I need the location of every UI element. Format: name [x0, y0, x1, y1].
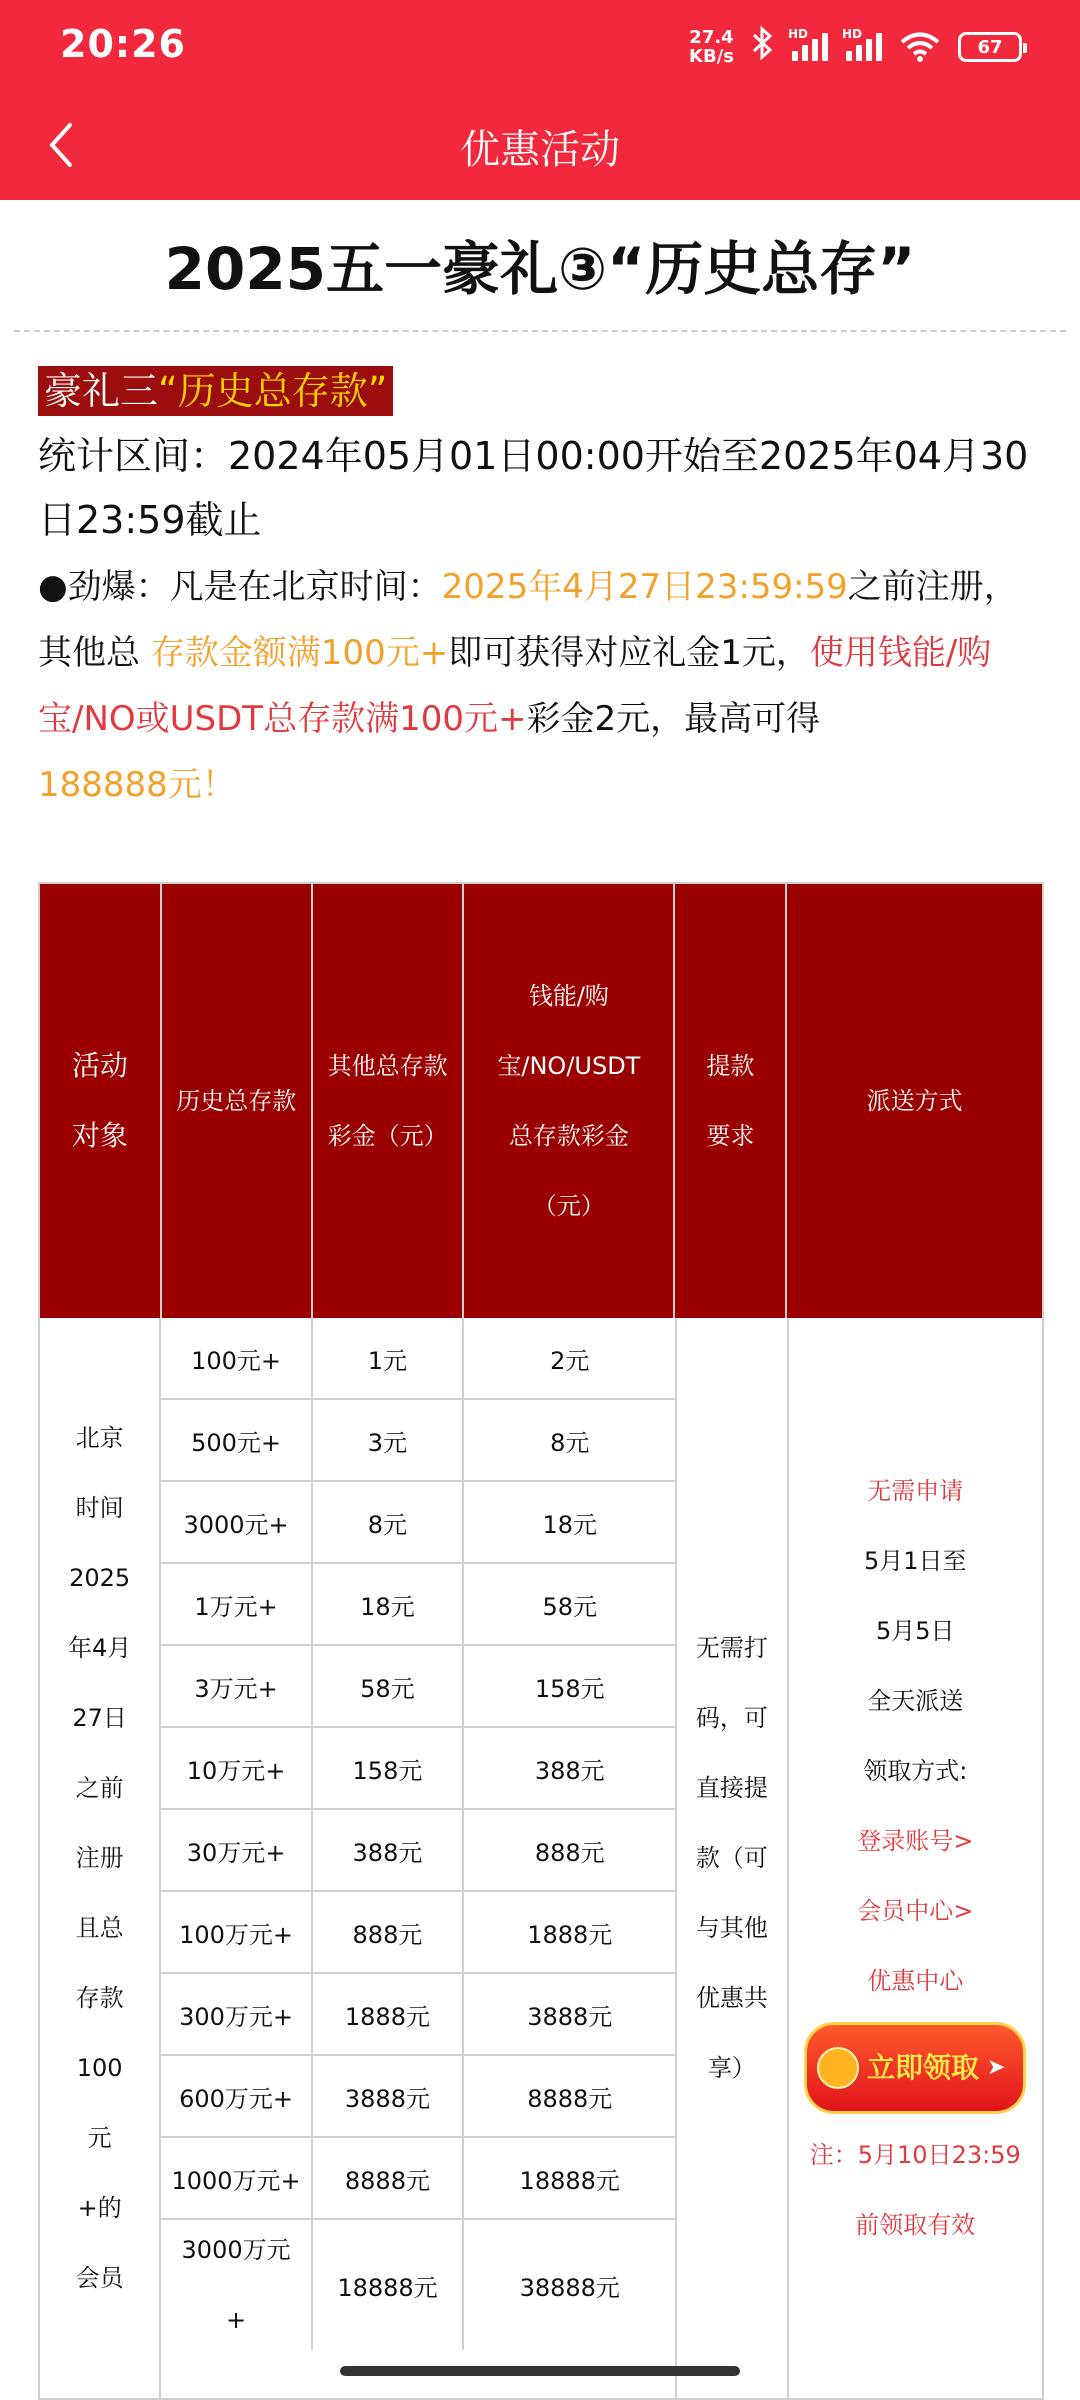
- th-history-deposit: 历史总存款: [162, 884, 313, 1318]
- table-row: [161, 1810, 675, 1892]
- page-title: 优惠活动: [460, 127, 620, 173]
- signal-icon-2: [842, 27, 882, 61]
- wallet-bonus-cell: 18888元: [519, 2166, 620, 2195]
- divider: [14, 330, 1066, 332]
- wallet-bonus-cell: 158元: [534, 1674, 605, 1703]
- table-row: [161, 1400, 675, 1482]
- deposit-cell: 300万元+: [161, 1974, 312, 2054]
- table-row: [161, 1728, 675, 1810]
- other-bonus-cell: 158元: [313, 1728, 464, 1808]
- mascot-icon: [817, 2047, 859, 2089]
- other-bonus-cell: 888元: [313, 1892, 464, 1972]
- table-row: [161, 1892, 675, 1974]
- table-row: [161, 2138, 675, 2220]
- rule-max: 188888元！: [38, 765, 236, 805]
- deposit-cell: 10万元+: [161, 1728, 312, 1808]
- claim-now-button[interactable]: [804, 2022, 1026, 2114]
- other-bonus-cell: 18元: [313, 1564, 464, 1644]
- cursor-icon: ➤: [987, 2055, 1006, 2080]
- claim-button-label: 立即领取: [867, 2051, 980, 2084]
- promo-description: [38, 366, 1048, 818]
- wallet-bonus-cell: 888元: [534, 1838, 605, 1867]
- th-target: 活动对象: [40, 884, 162, 1318]
- app-header: [0, 0, 1080, 200]
- delivery-all-day: 全天派送: [867, 1687, 964, 1715]
- table-row: [161, 1564, 675, 1646]
- deposit-cell: 500元+: [161, 1400, 312, 1480]
- delivery-date-end: 5月5日: [875, 1617, 955, 1645]
- other-bonus-cell: 8888元: [313, 2138, 464, 2218]
- delivery-date-start: 5月1日至: [863, 1547, 967, 1575]
- speed-unit: KB/s: [689, 46, 734, 67]
- rule-text: 之前注册，其他总: [38, 567, 1018, 673]
- bonus-table: [38, 882, 1044, 2400]
- other-bonus-cell: 18888元: [313, 2220, 464, 2350]
- deposit-cell: 3万元+: [161, 1646, 312, 1726]
- table-row: [161, 2056, 675, 2138]
- deposit-cell: 30万元+: [161, 1810, 312, 1890]
- promo-label: [38, 366, 393, 416]
- delivery-cell: [789, 1318, 1042, 2398]
- table-row: [161, 1482, 675, 1564]
- deposit-cell: 1000万元+: [161, 2138, 312, 2218]
- delivery-no-apply: 无需申请: [867, 1477, 964, 1505]
- rule-text: 彩金2元，最高可得: [526, 699, 821, 739]
- amount-rows: [161, 1318, 677, 2398]
- deposit-cell: 100元+: [161, 1318, 312, 1398]
- claim-method-label: 领取方式:: [863, 1757, 968, 1785]
- rule-min-deposit: 存款金额满100元+: [150, 633, 449, 673]
- wallet-bonus-cell: 18元: [542, 1510, 597, 1539]
- other-bonus-cell: 3888元: [313, 2056, 464, 2136]
- wallet-bonus-cell: 58元: [542, 1592, 597, 1621]
- rule-wallet: 使用钱能/购宝/NO或USDT总存款满100元+: [38, 633, 992, 739]
- status-icons: [689, 22, 1022, 72]
- table-row: [161, 1646, 675, 1728]
- wallet-bonus-cell: 388元: [534, 1756, 605, 1785]
- signal-icon: [788, 27, 828, 61]
- deposit-cell: 100万元+: [161, 1892, 312, 1972]
- stat-period: 统计区间：2024年05月01日00:00开始至2025年04月30日23:59截止: [38, 434, 1029, 542]
- promo-rules: [38, 554, 1048, 818]
- battery-level: 67: [977, 36, 1003, 58]
- wallet-bonus-cell: 8元: [550, 1428, 590, 1457]
- wallet-bonus-cell: 2元: [550, 1346, 590, 1375]
- deposit-cell: 3000元+: [161, 1482, 312, 1562]
- hd-label: HD: [788, 27, 809, 41]
- claim-step-promo-center: 优惠中心: [867, 1967, 964, 1995]
- wallet-bonus-cell: 8888元: [527, 2084, 613, 2113]
- network-speed: [689, 28, 734, 66]
- withdraw-cell: 无需打码，可直接提款（可与其他优惠共享）: [677, 1318, 788, 2398]
- th-delivery: 派送方式: [866, 1087, 963, 1115]
- table-row: [161, 1318, 675, 1400]
- th-other-bonus: 其他总存款彩金（元）: [313, 884, 464, 1318]
- deposit-cell: 1万元+: [161, 1564, 312, 1644]
- other-bonus-cell: 388元: [313, 1810, 464, 1890]
- th-withdraw: 提款要求: [675, 884, 787, 1318]
- claim-step-login: 登录账号>: [857, 1827, 974, 1855]
- table-row: [161, 1974, 675, 2056]
- label-prefix: 豪礼三: [44, 369, 159, 413]
- label-highlight: “历史总存款”: [158, 369, 388, 413]
- other-bonus-cell: 1元: [313, 1318, 464, 1398]
- other-bonus-cell: 3元: [313, 1400, 464, 1480]
- battery-icon: [958, 32, 1022, 62]
- other-bonus-cell: 8元: [313, 1482, 464, 1562]
- rule-text: 即可获得对应礼金1元，: [448, 633, 810, 673]
- other-bonus-cell: 58元: [313, 1646, 464, 1726]
- rule-date: 2025年4月27日23:59:59: [441, 567, 848, 607]
- th-wallet-bonus: 钱能/购宝/NO/USDT总存款彩金（元）: [464, 884, 675, 1318]
- promo-heading: 2025五一豪礼③“历史总存”: [164, 235, 916, 303]
- deposit-cell: 3000万元+: [161, 2220, 313, 2350]
- target-cell: 北京时间2025年4月27日之前注册且总存款100元+的会员: [40, 1318, 161, 2398]
- claim-deadline-note: 注：5月10日23:59: [809, 2141, 1021, 2169]
- claim-deadline-note-2: 前领取有效: [855, 2211, 976, 2239]
- deposit-cell: 600万元+: [161, 2056, 312, 2136]
- wifi-icon: [900, 31, 940, 63]
- speed-value: 27.4: [689, 27, 734, 48]
- wallet-bonus-cell: 3888元: [527, 2002, 613, 2031]
- table-row: [161, 2220, 675, 2350]
- other-bonus-cell: 1888元: [313, 1974, 464, 2054]
- rule-text: ●劲爆：凡是在北京时间：: [38, 567, 442, 607]
- wallet-bonus-cell: 38888元: [519, 2273, 620, 2302]
- bluetooth-icon: [752, 26, 774, 69]
- status-time: 20:26: [60, 22, 186, 66]
- claim-step-member-center: 会员中心>: [857, 1897, 974, 1925]
- wallet-bonus-cell: 1888元: [527, 1920, 613, 1949]
- table-header: [40, 884, 1042, 1318]
- hd-label-2: HD: [842, 27, 863, 41]
- home-indicator[interactable]: [340, 2366, 740, 2376]
- table-body: [40, 1318, 1042, 2398]
